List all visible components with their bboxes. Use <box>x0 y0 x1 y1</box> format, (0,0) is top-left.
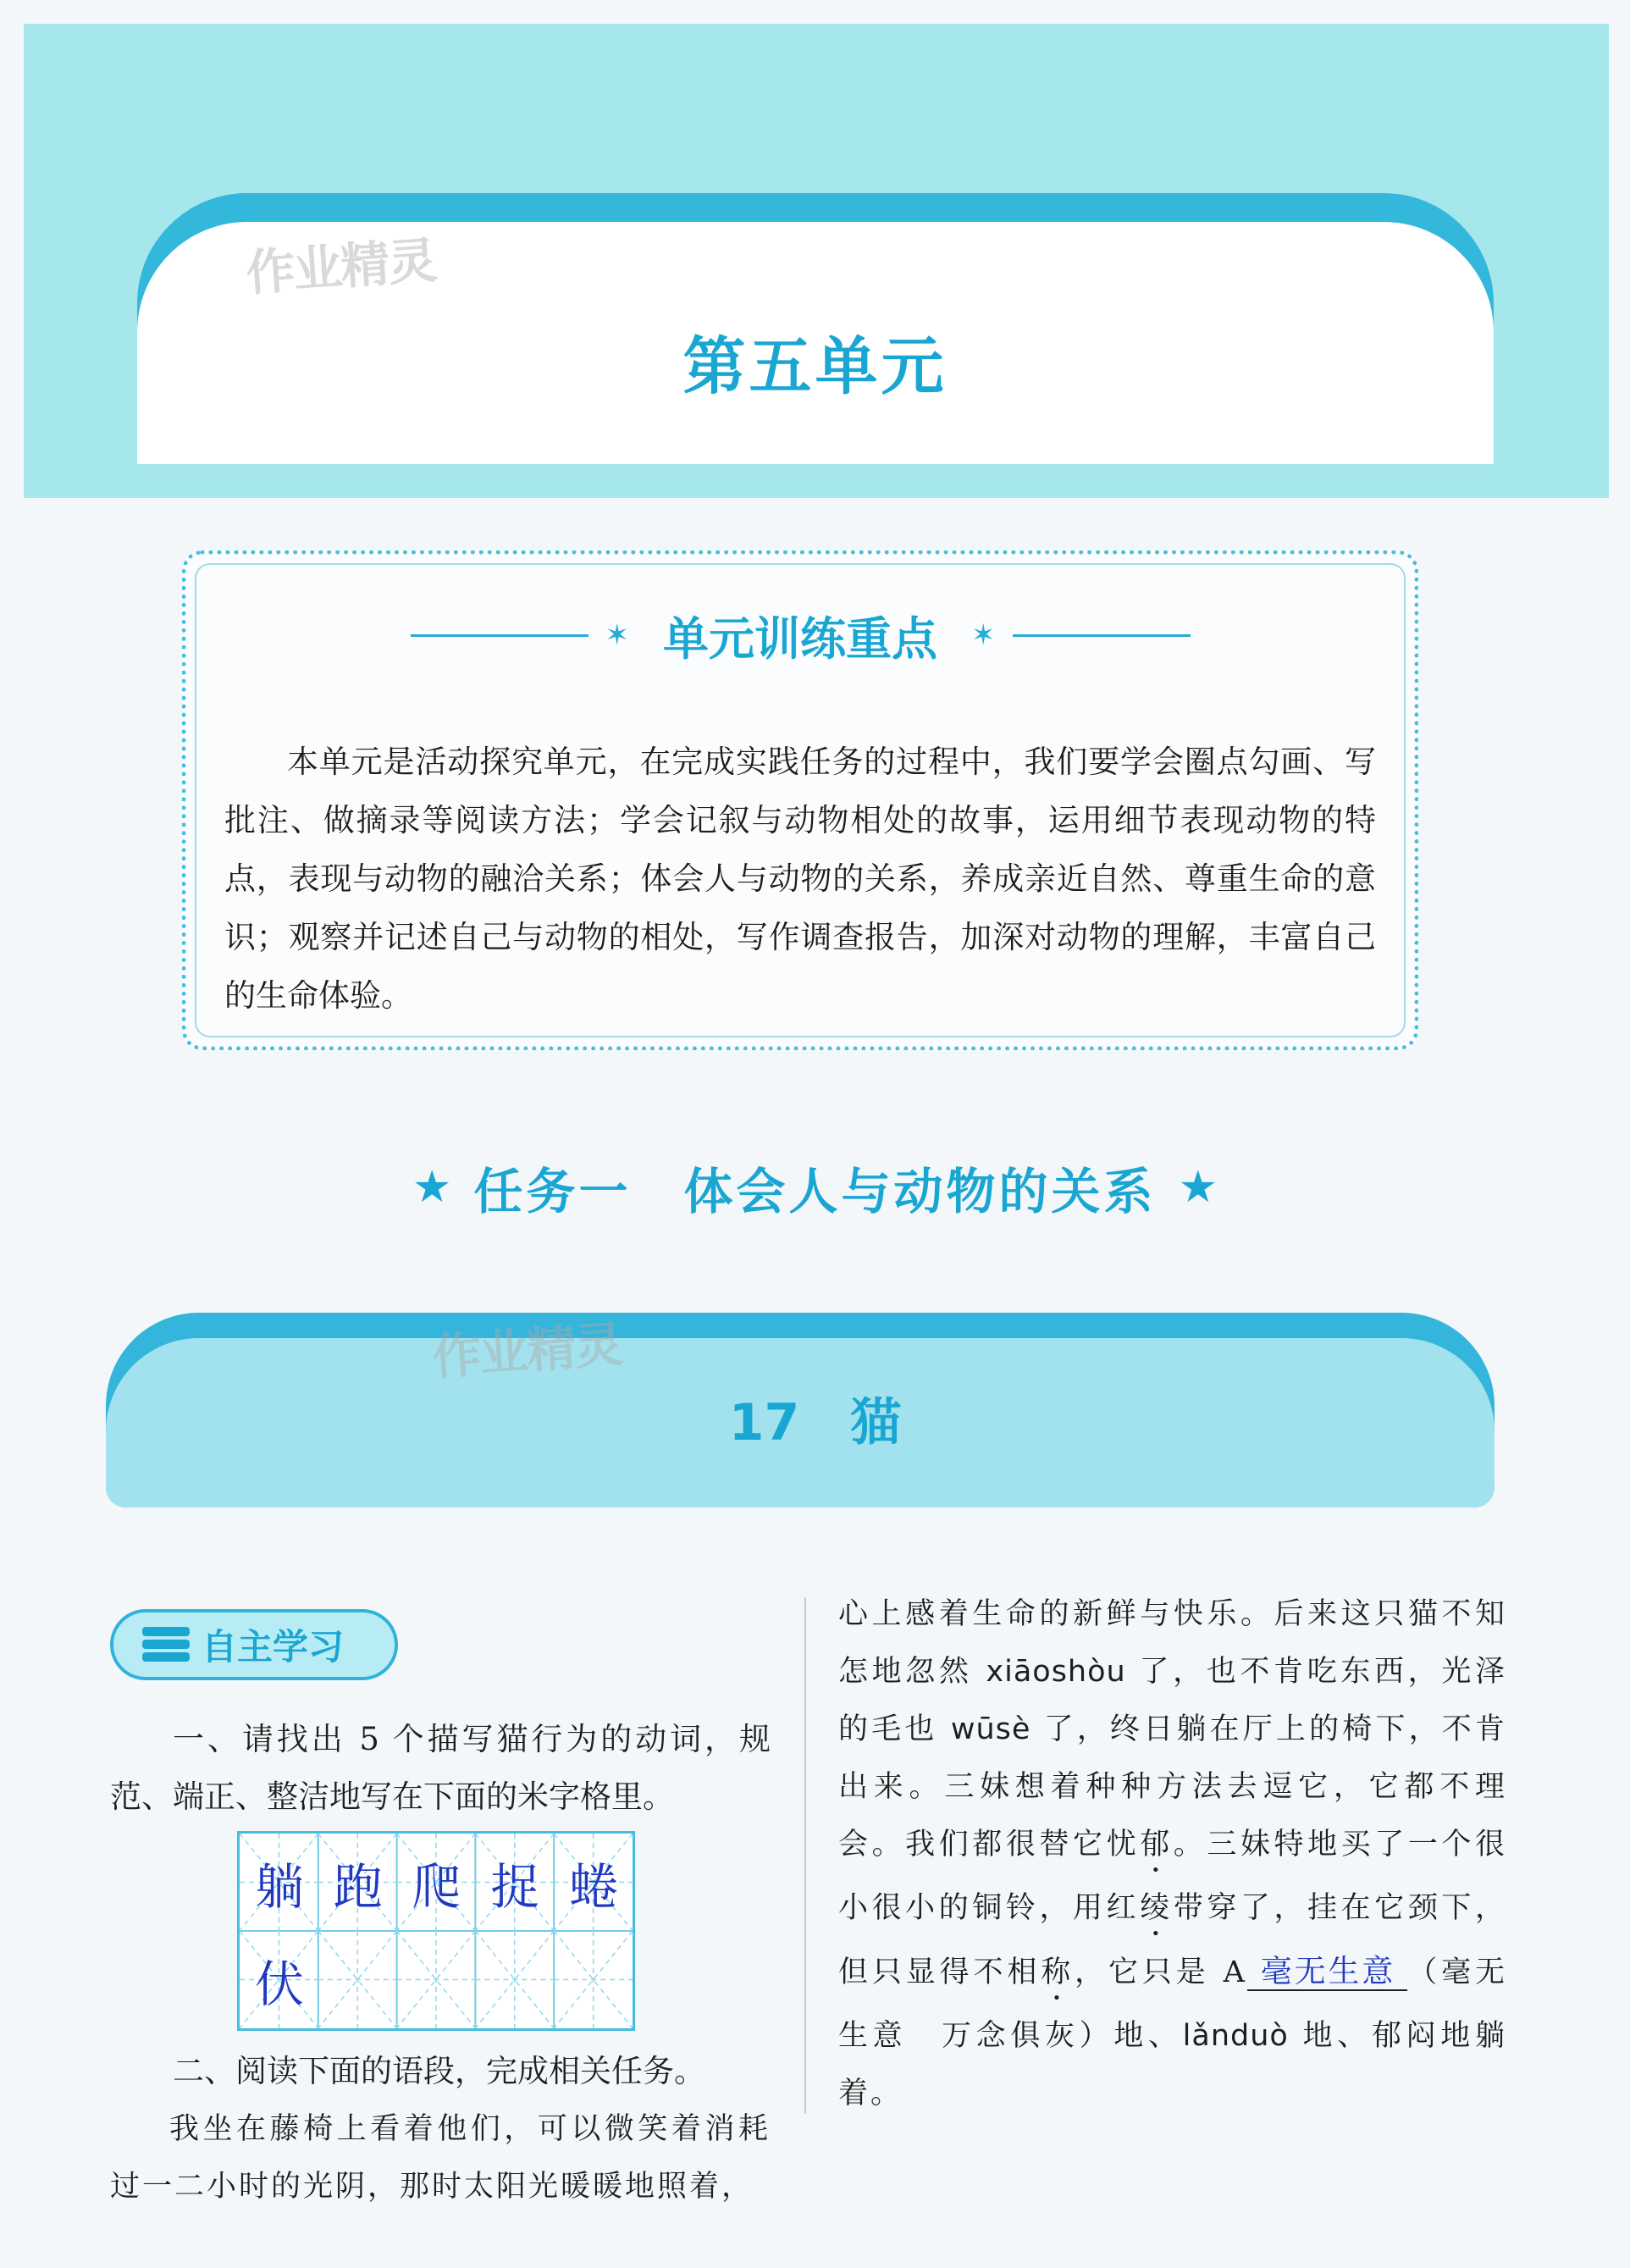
grid-cell[interactable]: 捉 <box>490 1857 540 1916</box>
watermark: 作业精灵 <box>244 231 438 302</box>
divider-line <box>411 634 588 637</box>
passage-text: 带穿了，挂在它颈下，但只显得不相 <box>838 1891 1507 1989</box>
watermark: 作业精灵 <box>430 1315 624 1386</box>
grid-cell[interactable]: 伏 <box>254 1955 304 2013</box>
divider-line <box>1013 634 1191 637</box>
grid-cell[interactable] <box>475 1931 555 2028</box>
passage-left: 我坐在藤椅上看着他们，可以微笑着消耗过一二小时的光阴，那时太阳光暖暖地照着， <box>110 2112 771 2204</box>
grid-cell[interactable] <box>554 1931 633 2028</box>
key-heading-row <box>186 606 1414 665</box>
unit-key-points-box <box>182 550 1418 1050</box>
star-icon: ★ <box>412 1162 452 1213</box>
task-title: 任务一 体会人与动物的关系 <box>473 1163 1157 1220</box>
star-icon: ★ <box>1178 1162 1218 1213</box>
question-2: 二、阅读下面的语段，完成相关任务。 <box>173 2053 705 2089</box>
grid-cell[interactable]: 躺 <box>254 1857 304 1916</box>
dotted-char: 郁 <box>1140 1828 1174 1861</box>
pinyin-wuse: wūsè <box>950 1712 1031 1746</box>
star-icon: ✶ <box>605 618 629 652</box>
grid-cell[interactable]: 爬 <box>412 1857 461 1916</box>
pinyin-xiaoshou: xiāoshòu <box>986 1655 1126 1689</box>
unit-title: 第五单元 <box>682 330 948 403</box>
mi-character-grid <box>237 1831 635 2031</box>
passage-text: （毫无生意 万念俱灰）地、 <box>838 1955 1507 2053</box>
passage-text: ，它只是 A <box>1075 1955 1247 1989</box>
dotted-char: 称 <box>1041 1955 1075 1989</box>
grid-cell[interactable]: 跑 <box>333 1857 383 1916</box>
question-1: 一、请找出 5 个描写猫行为的动词，规范、端正、整洁地写在下面的米字格里。 <box>110 1721 771 1815</box>
grid-cell[interactable] <box>318 1931 398 2028</box>
key-points-text: 本单元是活动探究单元，在完成实践任务的过程中，我们要学会圈点勾画、写批注、做摘录等阅读方法；学会记叙与动物相处的故事，运用细节表现动物的特点，表现与动物的融洽关系；体会人与动物的关系，养成亲近自然、尊重生命的意识；观察并记述自己与动物的相处，写作调查报告，加深对动物的理解，丰富自己的生命体验。 <box>224 744 1376 1014</box>
passage-text: 心上感着生命的新鲜与快乐。后来这只猫不知怎地忽然 <box>838 1597 1507 1689</box>
key-points-heading: 单元训练重点 <box>663 611 937 666</box>
passage-text: 地、郁闷地躺着。 <box>838 2019 1507 2110</box>
self-study-badge <box>110 1609 398 1680</box>
answer-blank[interactable]: 毫无生意 <box>1247 1953 1407 1991</box>
star-icon: ✶ <box>971 618 996 652</box>
passage-text: 。三妹特地买了一个很小很小的铜铃，用红 <box>838 1828 1507 1925</box>
grid-cell[interactable] <box>397 1931 477 2028</box>
dotted-char: 绫 <box>1140 1891 1174 1925</box>
left-column <box>110 1711 771 2215</box>
column-divider <box>804 1597 806 2114</box>
pinyin-landuo: lǎnduò <box>1182 2019 1289 2053</box>
passage-text: 了，终日躺在厅上的椅下，不肯出来。三妹想着种种方法去逗它，它都不理会。我们都很替它忧 <box>838 1712 1507 1861</box>
right-column <box>838 1585 1507 2122</box>
passage-right <box>838 1585 1507 2122</box>
books-icon <box>142 1627 190 1662</box>
task-heading <box>0 1153 1630 1221</box>
grid-cell[interactable]: 蜷 <box>569 1857 619 1916</box>
passage-text: 了，也不肯吃东西，光泽的毛也 <box>838 1655 1507 1746</box>
self-study-label: 自主学习 <box>202 1626 345 1668</box>
lesson-title: 17 猫 <box>728 1393 902 1452</box>
